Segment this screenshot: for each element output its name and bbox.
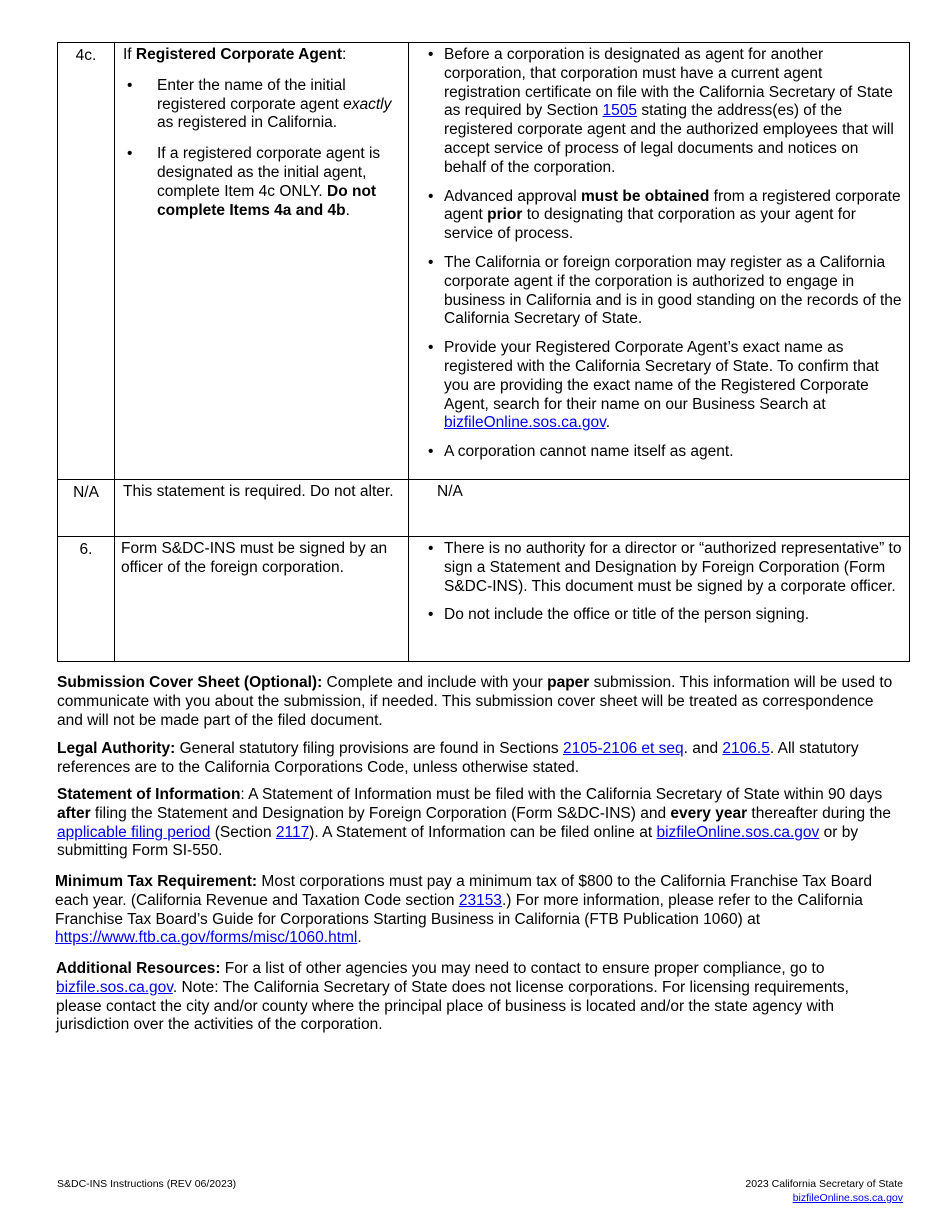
- bullet-list: [123, 77, 400, 221]
- item-description: This statement is required. Do not alter.: [115, 480, 409, 537]
- bizfile-online-link[interactable]: bizfileOnline.sos.ca.gov: [444, 414, 606, 432]
- item-instructions: [409, 43, 910, 480]
- cover-sheet-section: Submission Cover Sheet (Optional): Complete and include with your paper submission. This information will be used to communicate with you about the submission, if needed. This submission cover sheet will be treated as correspondence and will not be made part of the filed document.: [57, 674, 893, 729]
- list-item: • A corporation cannot name itself as agent.: [417, 443, 903, 462]
- section-1505-link[interactable]: 1505: [602, 102, 638, 120]
- item-description: [115, 43, 409, 480]
- ftb-publication-link[interactable]: https://www.ftb.ca.gov/forms/misc/1060.html: [55, 929, 358, 947]
- bullet-list: [417, 46, 903, 462]
- footer-bizfile-link[interactable]: bizfileOnline.sos.ca.gov: [792, 1192, 903, 1204]
- list-item: • Enter the name of the initial registered corporate agent exactly as registered in California.: [123, 77, 400, 133]
- item-number: N/A: [58, 480, 115, 537]
- legal-authority-section: Legal Authority: General statutory filing provisions are found in Sections 2105-2106 et seq. and 2106.5. All statutory references are to the California Corporations Code, unless otherwise stated.: [57, 740, 859, 776]
- section-2106-5-link[interactable]: 2106.5: [722, 740, 770, 757]
- list-item: • Advanced approval must be obtained from a registered corporate agent prior to designating that corporation as your agent for service of process.: [417, 188, 903, 244]
- item-number: 4c.: [58, 43, 115, 480]
- list-item: • Before a corporation is designated as agent for another corporation, that corporation must have a current agent registration certificate on file with the California Secretary of State as required by Section 1505 stating the address(es) of the registered corporate agent and the authorized employees that will accept service of process of legal documents and notices on behalf of the corporation.: [417, 46, 903, 178]
- bizfile-link[interactable]: bizfile.sos.ca.gov: [56, 978, 173, 996]
- item-number: 6.: [58, 537, 115, 662]
- bizfile-online-link[interactable]: bizfileOnline.sos.ca.gov: [656, 823, 820, 841]
- item-description: Form S&DC-INS must be signed by an officer of the foreign corporation.: [115, 537, 409, 662]
- minimum-tax-section: Minimum Tax Requirement: Most corporations must pay a minimum tax of $800 to the California Franchise Tax Board each year. (California Revenue and Taxation Code section 23153.) For more information, please refer to the California Franchise Tax Board’s Guide for Corporations Starting Business in California (FTB Publication 1060) at https://www.ftb.ca.gov/forms/misc/1060.html.: [55, 873, 872, 947]
- section-23153-link[interactable]: 23153: [458, 891, 502, 909]
- statement-of-information-section: Statement of Information: A Statement of Information must be filed with the California Secretary of State within 90 days after filing the Statement and Designation by Foreign Corporation (Form S&DC-INS) and every year thereafter during the applicable filing period (Section 2117). A Statement of Information can be filed online at bizfileOnline.sos.ca.gov or by submitting Form SI-550.: [57, 786, 892, 860]
- copyright-text: 2023 California Secretary of State: [745, 1178, 903, 1190]
- form-revision: S&DC-INS Instructions (REV 06/2023): [57, 1178, 237, 1190]
- bullet-list: [417, 540, 903, 625]
- item-heading: If Registered Corporate Agent:: [123, 46, 347, 63]
- list-item: • Do not include the office or title of the person signing.: [417, 606, 903, 625]
- sections-2105-link[interactable]: 2105-2106 et seq: [562, 740, 684, 757]
- additional-resources-section: Additional Resources: For a list of other agencies you may need to contact to ensure proper compliance, go to bizfile.sos.ca.gov. Note: The California Secretary of State does not license corporations. For licensing requirements, please contact the city and/or county where the principal place of business is located and/or the state agency with jurisdiction over the activities of the corporation.: [56, 960, 849, 1034]
- footer-right: [745, 1177, 903, 1205]
- list-item: • Provide your Registered Corporate Agent’s exact name as registered with the California Secretary of State. To confirm that you are providing the exact name of the Registered Corporate Agent, search for their name on our Business Search at bizfileOnline.sos.ca.gov.: [417, 339, 903, 433]
- table-row-6: [58, 537, 910, 662]
- table-row-na: [58, 480, 910, 537]
- list-item: • The California or foreign corporation may register as a California corporate agent if the corporation is authorized to engage in business in California and is in good standing on the records of the California Secretary of State.: [417, 254, 903, 329]
- filing-period-link[interactable]: applicable filing period: [57, 823, 211, 841]
- table-row-4c: [58, 43, 910, 480]
- item-instructions: N/A: [409, 480, 910, 537]
- item-instructions: [409, 537, 910, 662]
- instructions-table: [57, 42, 910, 662]
- section-2117-link[interactable]: 2117: [275, 823, 310, 841]
- list-item: • If a registered corporate agent is designated as the initial agent, complete Item 4c ONLY. Do not complete Items 4a and 4b.: [123, 145, 400, 220]
- list-item: • There is no authority for a director or “authorized representative” to sign a Statement and Designation by Foreign Corporation (Form S&DC-INS). This document must be signed by a corporate officer.: [417, 540, 903, 596]
